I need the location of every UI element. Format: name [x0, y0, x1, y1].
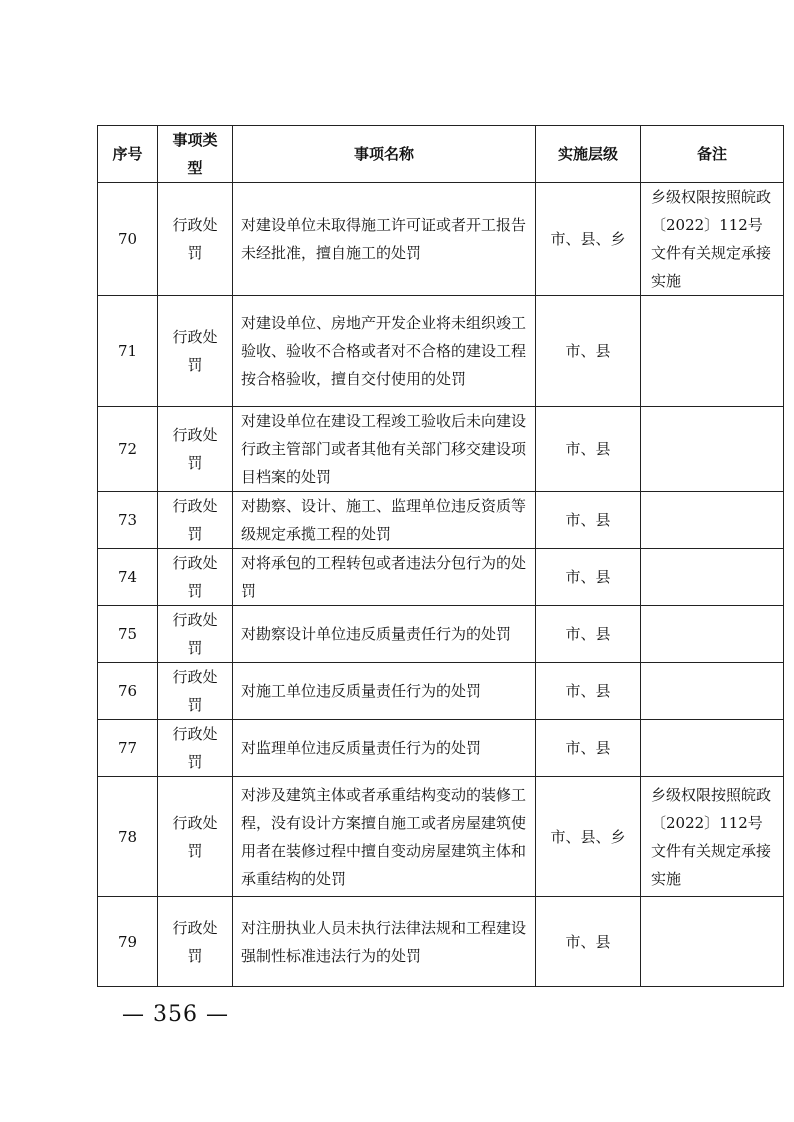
cell-note	[641, 296, 784, 407]
cell-type: 行政处罚	[158, 296, 233, 407]
header-type: 事项类型	[158, 126, 233, 183]
cell-name: 对建设单位、房地产开发企业将未组织竣工验收、验收不合格或者对不合格的建设工程按合格验收，擅自交付使用的处罚	[233, 296, 536, 407]
cell-note	[641, 492, 784, 549]
cell-no: 78	[98, 777, 158, 897]
cell-note	[641, 663, 784, 720]
cell-name: 对施工单位违反质量责任行为的处罚	[233, 663, 536, 720]
cell-name: 对注册执业人员未执行法律法规和工程建设强制性标准违法行为的处罚	[233, 897, 536, 987]
cell-note	[641, 549, 784, 606]
cell-name: 对建设单位在建设工程竣工验收后未向建设行政主管部门或者其他有关部门移交建设项目档案的处罚	[233, 407, 536, 492]
records-table	[97, 125, 784, 987]
cell-level: 市、县	[536, 897, 641, 987]
cell-type: 行政处罚	[158, 663, 233, 720]
table-row	[98, 183, 784, 296]
table-row	[98, 663, 784, 720]
cell-type: 行政处罚	[158, 897, 233, 987]
cell-no: 77	[98, 720, 158, 777]
table-row	[98, 492, 784, 549]
header-note: 备注	[641, 126, 784, 183]
table-row	[98, 777, 784, 897]
cell-no: 75	[98, 606, 158, 663]
cell-note	[641, 897, 784, 987]
cell-type: 行政处罚	[158, 549, 233, 606]
cell-no: 79	[98, 897, 158, 987]
cell-level: 市、县	[536, 407, 641, 492]
cell-level: 市、县	[536, 663, 641, 720]
table-header	[98, 126, 784, 183]
cell-name: 对将承包的工程转包或者违法分包行为的处罚	[233, 549, 536, 606]
cell-no: 74	[98, 549, 158, 606]
cell-level: 市、县	[536, 296, 641, 407]
cell-level: 市、县	[536, 720, 641, 777]
cell-type: 行政处罚	[158, 606, 233, 663]
cell-note	[641, 606, 784, 663]
table-body	[98, 183, 784, 987]
cell-level: 市、县、乡	[536, 777, 641, 897]
cell-level: 市、县	[536, 492, 641, 549]
cell-note	[641, 720, 784, 777]
page-number: — 356 —	[122, 1002, 229, 1027]
cell-name: 对涉及建筑主体或者承重结构变动的装修工程，没有设计方案擅自施工或者房屋建筑使用者在装修过程中擅自变动房屋建筑主体和承重结构的处罚	[233, 777, 536, 897]
header-name: 事项名称	[233, 126, 536, 183]
cell-type: 行政处罚	[158, 777, 233, 897]
table-row	[98, 296, 784, 407]
cell-no: 71	[98, 296, 158, 407]
cell-note	[641, 407, 784, 492]
table-row	[98, 897, 784, 987]
cell-no: 73	[98, 492, 158, 549]
cell-level: 市、县、乡	[536, 183, 641, 296]
cell-name: 对监理单位违反质量责任行为的处罚	[233, 720, 536, 777]
cell-no: 72	[98, 407, 158, 492]
records-table-wrapper	[97, 125, 772, 987]
cell-level: 市、县	[536, 549, 641, 606]
table-row	[98, 407, 784, 492]
table-row	[98, 720, 784, 777]
table-row	[98, 606, 784, 663]
cell-type: 行政处罚	[158, 407, 233, 492]
cell-type: 行政处罚	[158, 492, 233, 549]
cell-name: 对勘察设计单位违反质量责任行为的处罚	[233, 606, 536, 663]
table-header-row	[98, 126, 784, 183]
cell-note: 乡级权限按照皖政〔2022〕112号文件有关规定承接实施	[641, 183, 784, 296]
cell-type: 行政处罚	[158, 183, 233, 296]
cell-name: 对勘察、设计、施工、监理单位违反资质等级规定承揽工程的处罚	[233, 492, 536, 549]
cell-no: 76	[98, 663, 158, 720]
header-level: 实施层级	[536, 126, 641, 183]
header-no: 序号	[98, 126, 158, 183]
cell-type: 行政处罚	[158, 720, 233, 777]
cell-no: 70	[98, 183, 158, 296]
cell-note: 乡级权限按照皖政〔2022〕112号文件有关规定承接实施	[641, 777, 784, 897]
cell-level: 市、县	[536, 606, 641, 663]
table-row	[98, 549, 784, 606]
cell-name: 对建设单位未取得施工许可证或者开工报告未经批准，擅自施工的处罚	[233, 183, 536, 296]
